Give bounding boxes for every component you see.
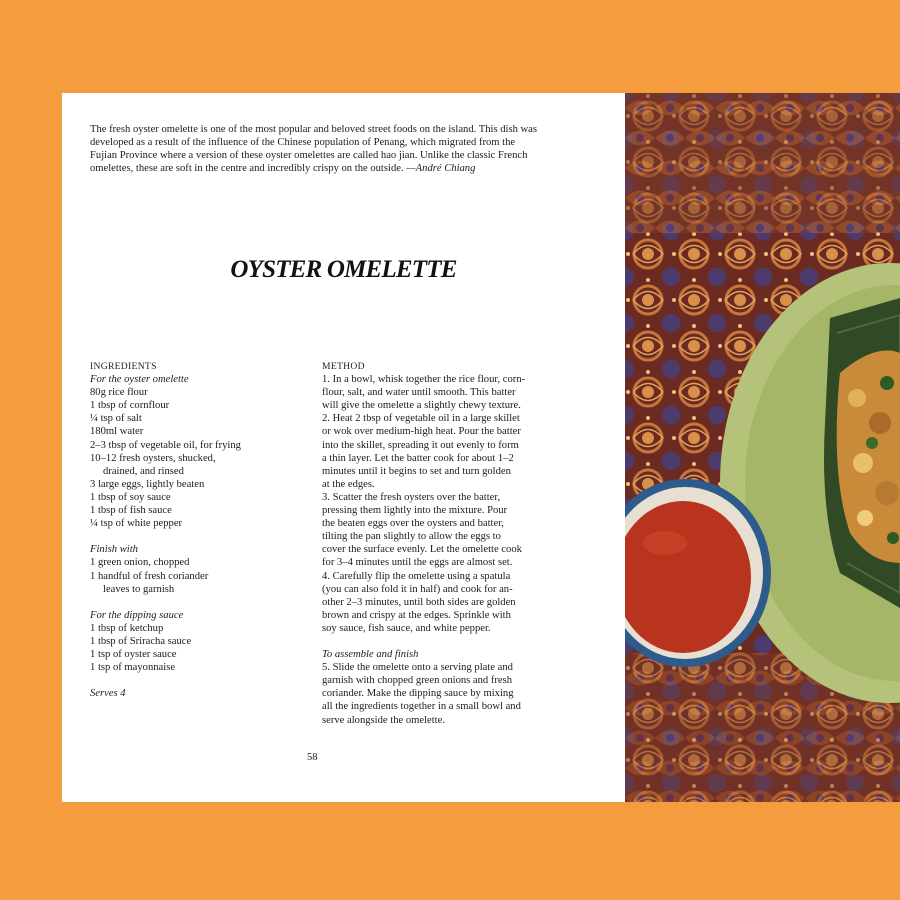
ingredients-subheading: For the dipping sauce [90, 609, 184, 621]
method-heading: METHOD [322, 361, 365, 372]
spacer [322, 635, 538, 648]
method-line: or wok over medium-high heat. Pour the batter [322, 426, 521, 438]
method-line: cover the surface evenly. Let the omelette cook [322, 544, 522, 556]
method-line: will give the omelette a slightly chewy texture. [322, 400, 521, 412]
intro-text: The fresh oyster omelette is one of the most popular and beloved street foods on the island. This dish was developed as a result of the influence of the Chinese population of Penang, which migrated from the Fujian Province where a version of these oyster omelettes are called hao jian. Unlike the classic French omelettes, these are soft in the centre and incredibly crispy on the outside. [90, 124, 538, 174]
method-line: 1. In a bowl, whisk together the rice flour, corn- [322, 374, 526, 386]
ingredient-item: 10–12 fresh oysters, shucked, [90, 452, 216, 464]
intro-author: —André Chiang [406, 163, 476, 174]
method-column [322, 360, 538, 727]
ingredient-item: 1 tbsp of cornflour [90, 400, 170, 412]
serves-label: Serves 4 [90, 688, 126, 700]
method-line: the beaten eggs over the oysters and batter, [322, 518, 504, 530]
recipe-title: OYSTER OMELETTE [230, 256, 457, 283]
method-line: all the ingredients together in a small bowl and [322, 701, 521, 713]
method-line: serve alongside the omelette. [322, 714, 445, 726]
method-line: garnish with chopped green onions and fresh [322, 675, 513, 687]
ingredient-item: 80g rice flour [90, 387, 148, 399]
ingredient-item: 180ml water [90, 426, 144, 438]
ingredient-item: 1 handful of fresh coriander [90, 570, 209, 582]
book-spread [62, 93, 900, 802]
ingredient-item: leaves to garnish [103, 583, 175, 595]
ingredient-item: 3 large eggs, lightly beaten [90, 478, 205, 490]
method-line: soy sauce, fish sauce, and white pepper. [322, 622, 491, 634]
page-number: 58 [307, 752, 318, 763]
method-line: flour, salt, and water until smooth. This batter [322, 387, 516, 399]
method-line: at the edges. [322, 478, 375, 490]
ingredient-item: 1 tsp of mayonnaise [90, 662, 176, 674]
ingredient-item: 1 tbsp of Sriracha sauce [90, 635, 192, 647]
ingredient-item: ¼ tsp of salt [90, 413, 142, 425]
ingredient-item: 1 tbsp of ketchup [90, 622, 164, 634]
food-photo-illustration [625, 93, 900, 802]
ingredient-item: 1 green onion, chopped [90, 557, 190, 569]
method-line: minutes until it begins to set and turn golden [322, 465, 511, 477]
ingredients-heading: INGREDIENTS [90, 361, 157, 372]
ingredient-item: drained, and rinsed [103, 465, 184, 477]
method-line: into the skillet, spreading it out evenly to form [322, 439, 519, 451]
spacer [90, 596, 290, 609]
method-line: other 2–3 minutes, until both sides are golden [322, 596, 516, 608]
spacer [90, 674, 290, 687]
method-subheading: To assemble and finish [322, 649, 419, 661]
method-line: coriander. Make the dipping sauce by mixing [322, 688, 514, 700]
method-line: brown and crispy at the edges. Sprinkle with [322, 609, 511, 621]
spacer [90, 530, 290, 543]
ingredient-item: 1 tbsp of soy sauce [90, 491, 171, 503]
ingredients-column [90, 360, 290, 700]
ingredient-item: 2–3 tbsp of vegetable oil, for frying [90, 439, 241, 451]
recipe-page [62, 93, 625, 802]
method-line: tilting the pan slightly to allow the eggs to [322, 531, 501, 543]
method-line: (you can also fold it in half) and cook for an- [322, 583, 513, 595]
ingredients-subheading: For the oyster omelette [90, 374, 189, 386]
ingredients-subheading: Finish with [90, 544, 138, 556]
food-photo [625, 93, 900, 802]
method-line: for 3–4 minutes until the eggs are almost set. [322, 557, 513, 569]
method-line: 2. Heat 2 tbsp of vegetable oil in a large skillet [322, 413, 520, 425]
ingredient-item: 1 tbsp of fish sauce [90, 505, 172, 517]
method-line: pressing them lightly into the mixture. Pour [322, 505, 508, 517]
ingredient-item: 1 tsp of oyster sauce [90, 649, 177, 661]
method-line: 5. Slide the omelette onto a serving plate and [322, 662, 513, 674]
method-line: 4. Carefully flip the omelette using a spatula [322, 570, 511, 582]
intro-paragraph [90, 123, 542, 175]
method-line: 3. Scatter the fresh oysters over the batter, [322, 491, 501, 503]
method-line: a thin layer. Let the batter cook for about 1–2 [322, 452, 514, 464]
ingredient-item: ¼ tsp of white pepper [90, 518, 183, 530]
